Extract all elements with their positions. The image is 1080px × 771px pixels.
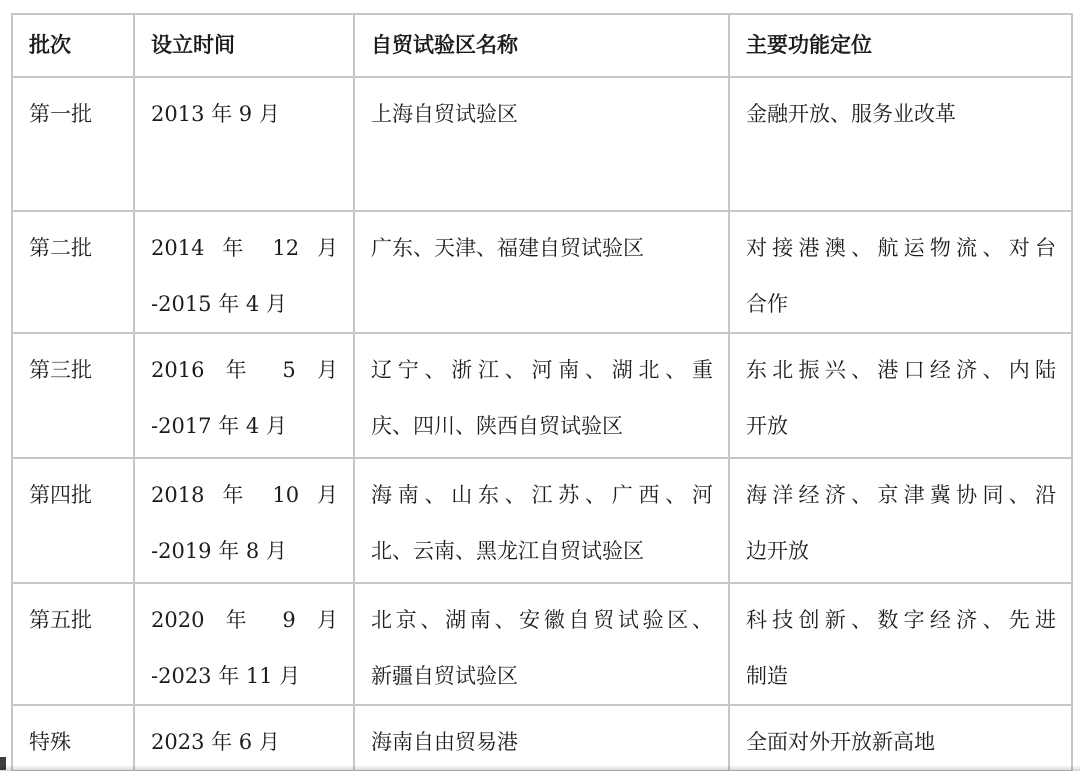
table-row [12,77,1072,211]
header-cell-batch: 批次 [12,14,134,77]
cell-batch: 第五批 [12,583,134,705]
cell-function [729,77,1072,211]
table-row [12,458,1072,583]
header-cell-function: 主要功能定位 [729,14,1072,77]
cell-line: -2019 年 8 月 [151,539,287,563]
cell-time [134,705,354,771]
cell-name [354,458,729,583]
cell-line: 开放 [746,414,788,438]
header-row [12,14,1072,77]
cell-line: 新疆自贸试验区 [371,664,518,688]
cell-line: 2020 年 9 月 [151,608,338,632]
cell-function [729,583,1072,705]
cell-time [134,458,354,583]
cell-line: 全面对外开放新高地 [746,730,935,754]
cell-line: 2014 年 12 月 [151,236,338,260]
cell-name [354,705,729,771]
cell-function [729,211,1072,333]
cell-function [729,705,1072,771]
cell-time [134,77,354,211]
cell-name [354,211,729,333]
cell-line: 广东、天津、福建自贸试验区 [371,236,644,260]
cell-batch: 第一批 [12,77,134,211]
cell-line: 上海自贸试验区 [371,102,518,126]
cell-line: 2018 年 10 月 [151,483,338,507]
table-row [12,583,1072,705]
ftz-table [11,13,1073,771]
header-cell-time: 设立时间 [134,14,354,77]
cell-function [729,333,1072,458]
cell-time [134,583,354,705]
table-row [12,705,1072,771]
cell-line: 边开放 [746,539,809,563]
cell-line: 金融开放、服务业改革 [746,102,956,126]
cell-line: 庆、四川、陕西自贸试验区 [371,414,623,438]
cell-name [354,77,729,211]
cell-time [134,333,354,458]
cell-batch: 第二批 [12,211,134,333]
cell-line: -2023 年 11 月 [151,664,301,688]
cell-line: 2023 年 6 月 [151,730,280,754]
cell-line: 合作 [746,292,788,316]
table-row [12,211,1072,333]
cell-line: 科技创新、数字经济、先进 [746,608,1056,632]
cell-line: 海南、山东、江苏、广西、河 [371,483,713,507]
cell-name [354,583,729,705]
cell-line: 2016 年 5 月 [151,358,338,382]
cell-time [134,211,354,333]
cell-function [729,458,1072,583]
header-cell-name: 自贸试验区名称 [354,14,729,77]
cell-line: 辽宁、浙江、河南、湖北、重 [371,358,713,382]
cell-line: 海南自由贸易港 [371,730,518,754]
cell-line: 2013 年 9 月 [151,102,280,126]
cell-batch: 特殊 [12,705,134,771]
page-bottom-shadow [0,765,1080,771]
cell-line: 北、云南、黑龙江自贸试验区 [371,539,644,563]
table-row [12,333,1072,458]
cell-line: 海洋经济、京津冀协同、沿 [746,483,1056,507]
cell-line: 北京、湖南、安徽自贸试验区、 [371,608,713,632]
cell-batch: 第四批 [12,458,134,583]
cell-line: 对接港澳、航运物流、对台 [746,236,1056,260]
cell-line: 制造 [746,664,788,688]
cell-line: -2015 年 4 月 [151,292,287,316]
cell-name [354,333,729,458]
cell-batch: 第三批 [12,333,134,458]
cell-line: -2017 年 4 月 [151,414,287,438]
cell-line: 东北振兴、港口经济、内陆 [746,358,1056,382]
